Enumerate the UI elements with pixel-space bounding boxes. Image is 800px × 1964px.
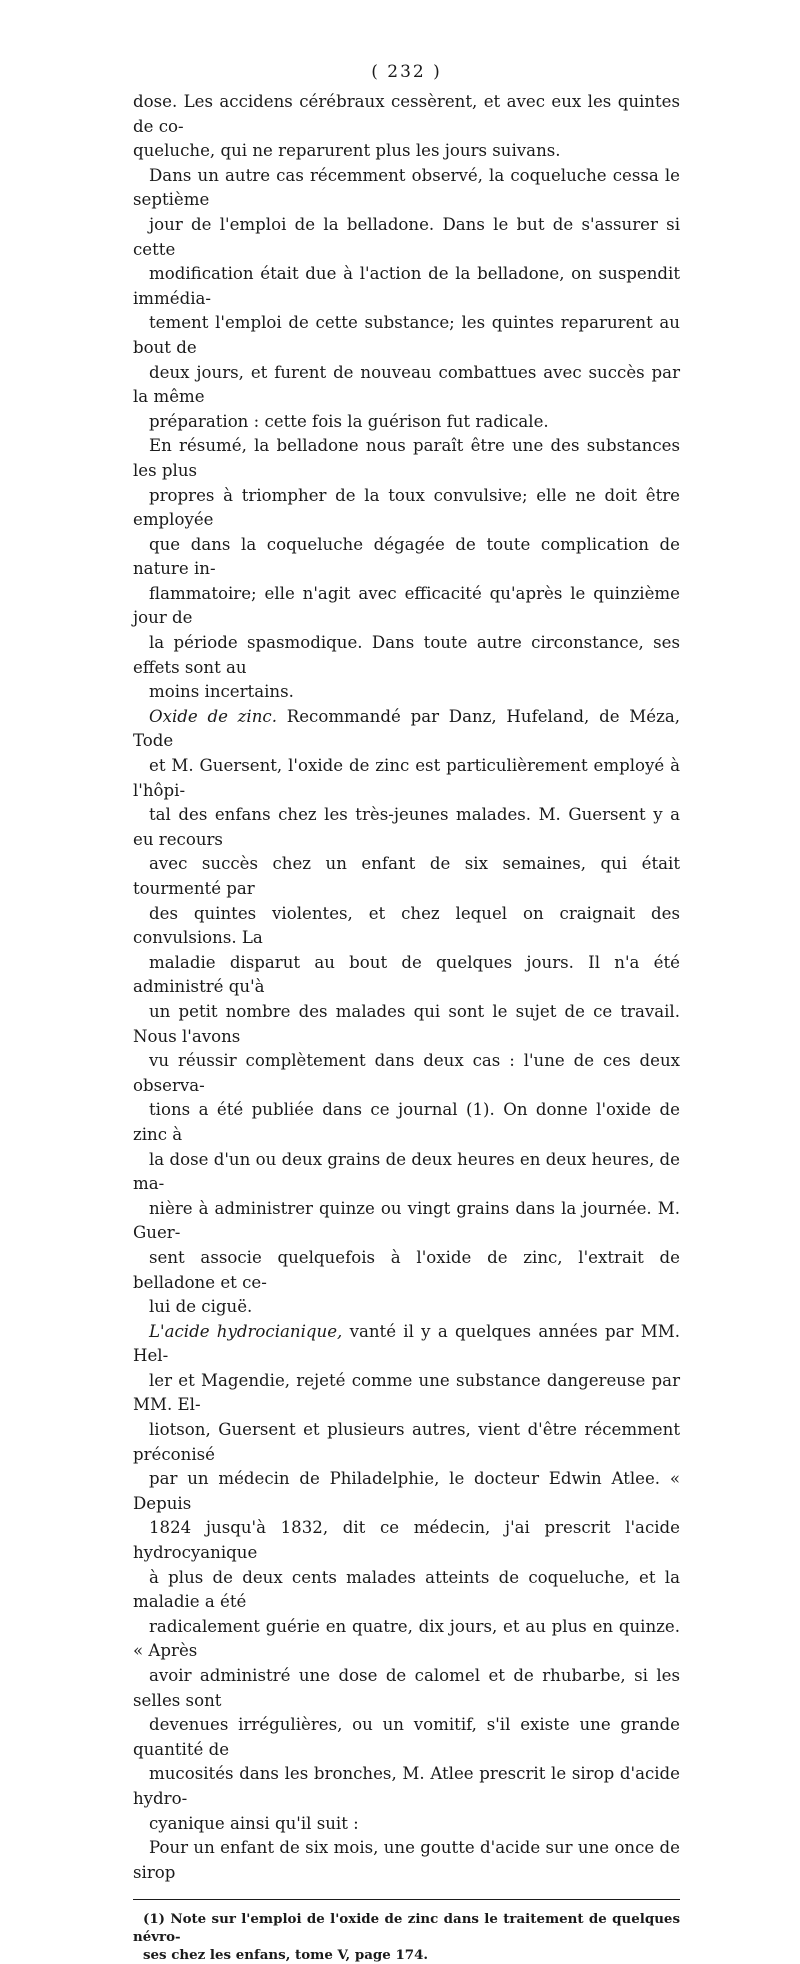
text-line: Pour un enfant de six mois, une goutte d'acide sur une once de sirop [133,1838,680,1882]
text-line: mucosités dans les bronches, M. Atlee prescrit le sirop d'acide hydro- [133,1764,680,1808]
text-line: maladie disparut au bout de quelques jours. Il n'a été administré qu'à [133,952,680,997]
text-line: un petit nombre des malades qui sont le sujet de ce travail. Nous l'avons [133,1001,680,1046]
text-line: sent associe quelquefois à l'oxide de zinc, l'extrait de belladone et ce- [133,1247,680,1292]
footnote-divider [133,1899,680,1900]
text-line: dose. Les accidens cérébraux cessèrent, et avec eux les quintes de co- [133,92,680,136]
text-line: que dans la coqueluche dégagée de toute complication de nature in- [133,534,680,579]
text-line: tal des enfans chez les très-jeunes malades. M. Guersent y a eu recours [133,805,680,849]
text-line: préparation : cette fois la guérison fut radicale. [149,411,549,431]
text-line: En résumé, la belladone nous paraît être une des substances les plus [133,436,680,480]
text-line: radicalement guérie en quatre, dix jours, et au plus en quinze. « Après [133,1616,680,1661]
text-line: ler et Magendie, rejeté comme une substance dangereuse par MM. El- [133,1370,680,1415]
footnote-line: (1) Note sur l'emploi de l'oxide de zinc dans le traitement de quelques névro- [133,1911,680,1946]
footnote [133,1910,680,1964]
text-line: par un médecin de Philadelphie, le docteur Edwin Atlee. « Depuis [133,1469,680,1513]
text-line: et M. Guersent, l'oxide de zinc est particulièrement employé à l'hôpi- [133,756,680,800]
text-line: flammatoire; elle n'agit avec efficacité qu'après le quinzième jour de [133,583,680,628]
text-line [133,705,680,754]
text-line: des quintes violentes, et chez lequel on craignait des convulsions. La [133,903,680,948]
text-line: nière à administrer quinze ou vingt grains dans la journée. M. Guer- [133,1198,680,1243]
paragraph-oxide-de-zinc [133,705,680,1320]
footnote-line: ses chez les enfans, tome V, page 174. [143,1947,429,1964]
paragraph-1 [133,90,680,164]
text-line: modification était due à l'action de la belladone, on suspendit immédia- [133,264,680,308]
text-line: la période spasmodique. Dans toute autre circonstance, ses effets sont au [133,633,680,677]
text-fragment: vanté il y a quelques années par MM. Hel- [133,1321,680,1366]
text-line: avec succès chez un enfant de six semaines, qui était tourmenté par [133,854,680,898]
text-line: Dans un autre cas récemment observé, la coqueluche cessa le septième [133,165,680,210]
text-line: à plus de deux cents malades atteints de coqueluche, et la maladie a été [133,1567,680,1612]
text-fragment: Recommandé par Danz, Hufeland, de Méza, Tode [133,706,680,751]
paragraph-acide-hydrocianique [133,1320,680,1836]
text-line: tions a été publiée dans ce journal (1). On donne l'oxide de zinc à [133,1100,680,1144]
text-line: deux jours, et furent de nouveau combattues avec succès par la même [133,362,680,407]
text-line: jour de l'emploi de la belladone. Dans le but de s'assurer si cette [133,214,680,259]
text-line: la dose d'un ou deux grains de deux heures en deux heures, de ma- [133,1149,680,1194]
text-line: 1824 jusqu'à 1832, dit ce médecin, j'ai prescrit l'acide hydrocyanique [133,1518,680,1563]
text-line: lui de ciguë. [149,1297,253,1317]
text-line [133,1320,680,1369]
page-number: ( 232 ) [371,62,442,82]
paragraph-3 [133,434,680,705]
section-lead-acide-hydrocianique: L'acide hydrocianique, [149,1321,343,1341]
text-line: cyanique ainsi qu'il suit : [149,1813,359,1833]
text-line: liotson, Guersent et plusieurs autres, vient d'être récemment préconisé [133,1420,680,1464]
paragraph-last [133,1836,680,1885]
page-body [133,60,680,1964]
text-line: avoir administré une dose de calomel et de rhubarbe, si les selles sont [133,1666,680,1710]
section-lead-oxide-de-zinc: Oxide de zinc. [149,706,277,726]
text-line: propres à triompher de la toux convulsive; elle ne doit être employée [133,485,680,530]
text-line: moins incertains. [149,682,294,702]
text-line: devenues irrégulières, ou un vomitif, s'il existe une grande quantité de [133,1715,680,1759]
text-line: tement l'emploi de cette substance; les quintes reparurent au bout de [133,313,680,357]
text-line: queluche, qui ne reparurent plus les jours suivans. [133,141,561,161]
paragraph-2 [133,164,680,435]
text-line: vu réussir complètement dans deux cas : l'une de ces deux observa- [133,1051,680,1095]
